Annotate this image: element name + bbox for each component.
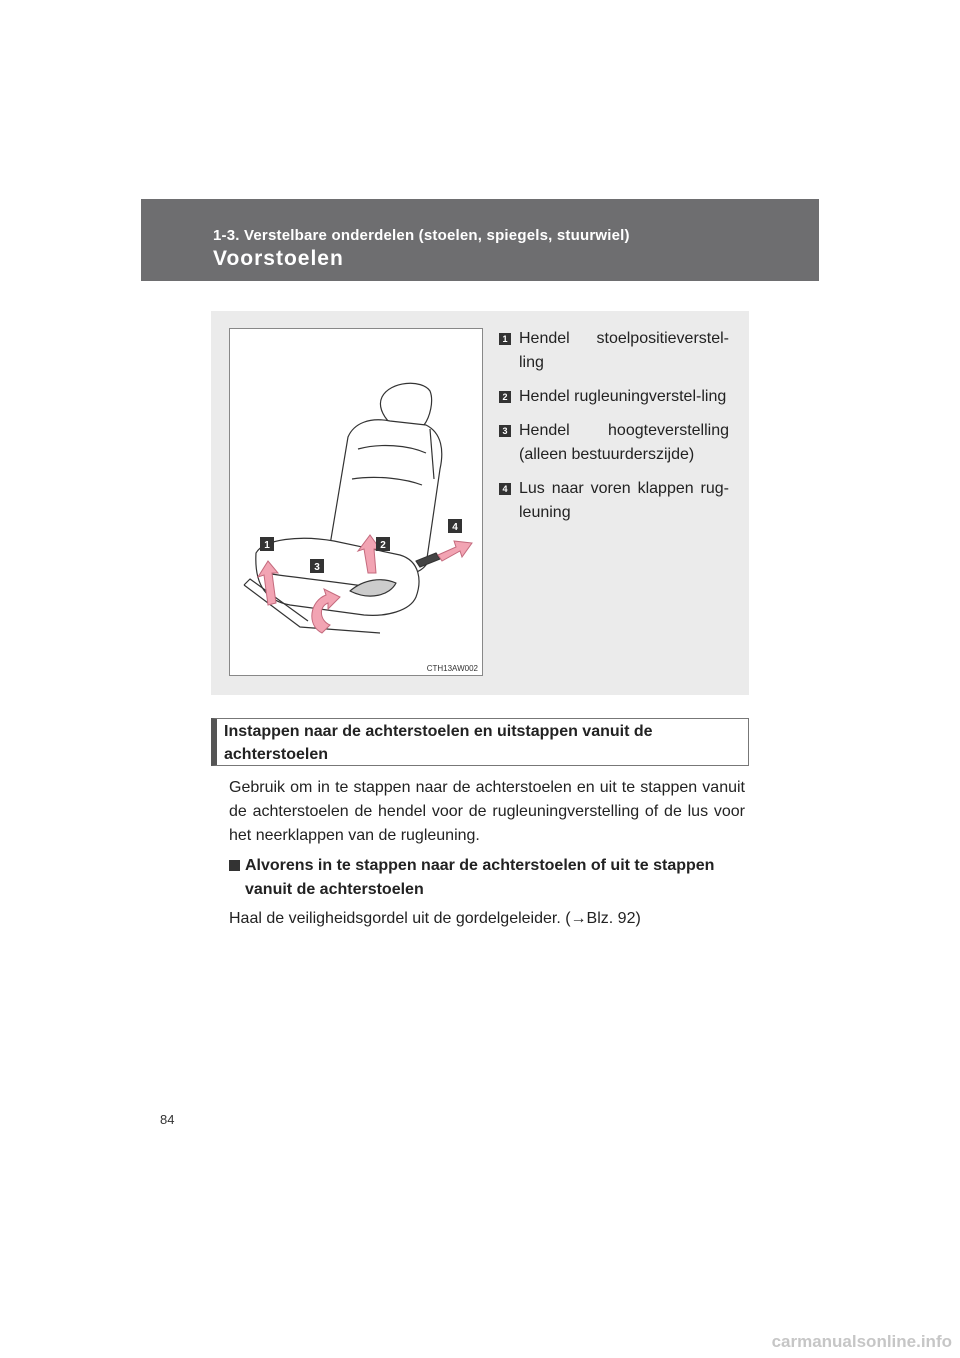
svg-text:4: 4: [452, 522, 458, 533]
callout-4: [448, 519, 462, 533]
legend-text: Hendel hoogteverstelling (alleen bestuurderszijde): [519, 422, 729, 463]
watermark: carmanualsonline.info: [771, 1332, 952, 1351]
bullet-heading: [229, 854, 745, 902]
legend-list: [499, 327, 729, 535]
figure-panel: [211, 311, 749, 695]
legend-number: 4: [499, 483, 511, 495]
callout-2: [376, 537, 390, 551]
svg-text:1: 1: [264, 540, 270, 551]
legend-number: 1: [499, 333, 511, 345]
legend-text: Lus naar voren klappen rug-leuning: [519, 480, 729, 521]
svg-text:3: 3: [314, 562, 320, 573]
square-bullet-icon: [229, 860, 240, 871]
section-header: [141, 199, 819, 281]
svg-text:2: 2: [380, 540, 386, 551]
seat-illustration: [229, 328, 483, 676]
legend-text: Hendel stoelpositieverstel-ling: [519, 330, 729, 371]
legend-text: Hendel rugleuningverstel-ling: [519, 388, 727, 405]
body-paragraph-reference: Haal de veiligheidsgordel uit de gordelgeleider. (→Blz. 92): [229, 910, 641, 927]
legend-item: [499, 385, 729, 409]
page-number: 84: [160, 1112, 175, 1127]
legend-number: 2: [499, 391, 511, 403]
legend-item: [499, 477, 729, 525]
figure-code: CTH13AW002: [426, 664, 478, 673]
subsection-heading: Instappen naar de achterstoelen en uitstappen vanuit de achterstoelen: [211, 718, 749, 766]
page-title: Voorstoelen: [213, 247, 344, 270]
legend-item: [499, 419, 729, 467]
callout-1: [260, 537, 274, 551]
section-label: 1-3. Verstelbare onderdelen (stoelen, spiegels, stuurwiel): [213, 227, 630, 244]
legend-number: 3: [499, 425, 511, 437]
seat-drawing: [230, 329, 484, 677]
bullet-heading-text: Alvorens in te stappen naar de achterstoelen of uit te stappen vanuit de achterstoelen: [245, 857, 715, 898]
body-text: [229, 776, 745, 937]
legend-item: [499, 327, 729, 375]
callout-3: [310, 559, 324, 573]
body-paragraph: Gebruik om in te stappen naar de achterstoelen en uit te stappen vanuit de achterstoelen de hendel voor de rugleuningverstelling of de lus voor het neerklappen van de rugleuning.: [229, 779, 745, 844]
